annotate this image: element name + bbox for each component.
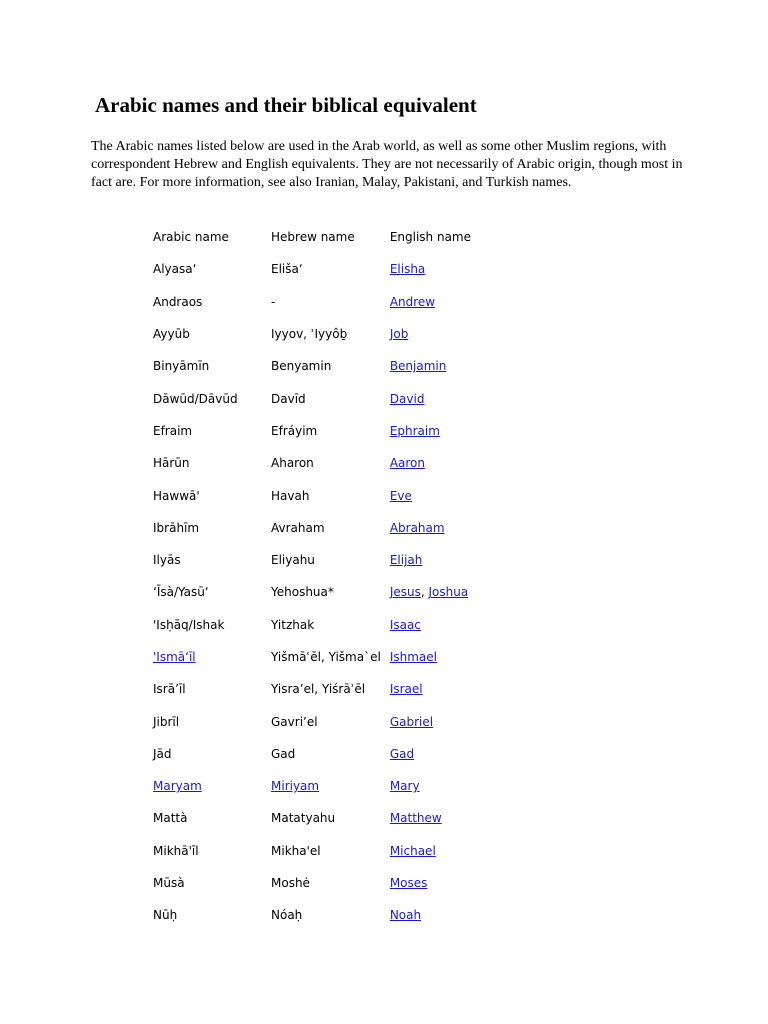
- hebrew-name-text: -: [271, 294, 276, 309]
- table-row: [144, 415, 510, 447]
- arabic-name-text: Ayyūb: [153, 327, 190, 342]
- english-name-cell: [381, 318, 510, 350]
- arabic-name-text: Andraos: [153, 294, 203, 309]
- english-name-cell: [381, 705, 510, 737]
- arabic-name-text: Jibrīl: [153, 714, 180, 729]
- arabic-name-text: Ilyās: [153, 553, 181, 568]
- table-row: [144, 738, 510, 770]
- hebrew-name-text: Yitzhak: [271, 617, 315, 632]
- table-row: [144, 286, 510, 318]
- table-header-row: [144, 221, 510, 253]
- hebrew-name-cell: [262, 835, 381, 867]
- english-name-link[interactable]: Elisha: [389, 262, 426, 277]
- english-name-cell: [381, 835, 510, 867]
- english-name-cell: [381, 770, 510, 802]
- hebrew-name-cell: [262, 867, 381, 899]
- hebrew-name-cell: [262, 318, 381, 350]
- arabic-name-text: Jād: [153, 746, 172, 761]
- arabic-name-cell: [144, 253, 262, 285]
- arabic-name-link[interactable]: 'Ismā‘īl: [153, 650, 196, 664]
- hebrew-name-cell: [262, 705, 381, 737]
- arabic-name-text: Mattà: [153, 811, 188, 826]
- english-name-link[interactable]: Job: [389, 327, 409, 342]
- arabic-name-cell: [144, 415, 262, 447]
- arabic-name-text: Ibrāhīm: [153, 520, 200, 535]
- hebrew-name-cell: [262, 609, 381, 641]
- hebrew-name-cell: [262, 738, 381, 770]
- hebrew-name-cell: [262, 415, 381, 447]
- arabic-name-cell: [144, 641, 262, 673]
- hebrew-name-cell: [262, 286, 381, 318]
- hebrew-name-text: Gavri’el: [271, 714, 318, 729]
- hebrew-name-text: Matatyahu: [271, 811, 336, 826]
- table-row: [144, 382, 510, 414]
- english-name-link[interactable]: Ephraim: [389, 423, 440, 438]
- english-name-link[interactable]: Matthew: [389, 811, 442, 826]
- english-name-link[interactable]: Elijah: [389, 553, 423, 568]
- english-name-link[interactable]: Michael: [389, 843, 436, 858]
- arabic-name-cell: [144, 802, 262, 834]
- arabic-name-text: Efraim: [153, 423, 193, 438]
- table-row: [144, 447, 510, 479]
- arabic-name-text: Mikhā'īl: [153, 843, 199, 858]
- arabic-name-text: Binyāmīn: [153, 359, 210, 374]
- english-name-link[interactable]: Abraham: [389, 520, 445, 535]
- table-row: [144, 899, 510, 931]
- arabic-name-cell: [144, 835, 262, 867]
- hebrew-name-text: Eliša‘: [271, 262, 303, 277]
- english-name-link[interactable]: Noah: [389, 908, 422, 923]
- arabic-name-cell: [144, 512, 262, 544]
- english-name-link[interactable]: Mary: [389, 779, 420, 794]
- hebrew-name-cell: [262, 576, 381, 608]
- hebrew-name-cell: [262, 899, 381, 931]
- table-body: [144, 253, 510, 931]
- english-name-link[interactable]: Ishmael: [389, 650, 437, 664]
- arabic-name-text: Hawwā': [153, 488, 200, 503]
- page-title: Arabic names and their biblical equivalent: [95, 93, 477, 117]
- hebrew-name-link[interactable]: Miriyam: [271, 779, 320, 794]
- hebrew-name-text: Benyamin: [271, 359, 332, 374]
- arabic-name-text: Dāwūd/Dāvūd: [153, 391, 238, 406]
- arabic-name-cell: [144, 673, 262, 705]
- english-name-link[interactable]: Joshua: [428, 585, 469, 600]
- hebrew-name-text: Moshė: [271, 876, 310, 891]
- english-name-link[interactable]: Gad: [389, 746, 415, 761]
- table-row: [144, 641, 510, 673]
- arabic-name-text: 'Isḥāq/Ishak: [153, 617, 225, 632]
- hebrew-name-text: Davīd: [271, 391, 306, 406]
- table-row: [144, 576, 510, 608]
- hebrew-name-cell: [262, 382, 381, 414]
- header-arabic-name: Arabic name: [153, 230, 229, 245]
- arabic-name-link[interactable]: Maryam: [153, 779, 202, 794]
- table-row: [144, 770, 510, 802]
- hebrew-name-cell: [262, 641, 381, 673]
- english-name-cell: [381, 641, 510, 673]
- arabic-name-text: Isrā’īl: [153, 682, 186, 697]
- table-row: [144, 802, 510, 834]
- comma-separator: ,: [420, 585, 429, 600]
- hebrew-name-cell: [262, 350, 381, 382]
- table-row: [144, 673, 510, 705]
- table-row: [144, 867, 510, 899]
- hebrew-name-cell: [262, 770, 381, 802]
- arabic-name-cell: [144, 479, 262, 511]
- table-row: [144, 318, 510, 350]
- english-name-link[interactable]: Isaac: [389, 617, 421, 632]
- hebrew-name-text: Yisra’el, Yiśrāʾēl: [271, 682, 366, 697]
- table-row: [144, 609, 510, 641]
- hebrew-name-cell: [262, 447, 381, 479]
- arabic-name-cell: [144, 609, 262, 641]
- table-row: [144, 544, 510, 576]
- english-name-link[interactable]: Aaron: [389, 456, 425, 471]
- english-name-link[interactable]: David: [389, 391, 425, 406]
- table-row: [144, 350, 510, 382]
- english-name-link[interactable]: Moses: [389, 876, 428, 891]
- english-name-link[interactable]: Gabriel: [389, 714, 434, 729]
- hebrew-name-text: Mikha'el: [271, 843, 321, 858]
- hebrew-name-text: Avraham: [271, 520, 325, 535]
- hebrew-name-cell: [262, 673, 381, 705]
- english-name-cell: [381, 802, 510, 834]
- arabic-name-cell: [144, 544, 262, 576]
- table-row: [144, 835, 510, 867]
- english-name-cell: [381, 382, 510, 414]
- hebrew-name-cell: [262, 802, 381, 834]
- english-name-cell: [381, 576, 510, 608]
- english-name-cell: [381, 286, 510, 318]
- english-name-link[interactable]: Israel: [389, 682, 423, 697]
- english-name-link[interactable]: Eve: [389, 488, 412, 503]
- arabic-name-cell: [144, 738, 262, 770]
- arabic-name-cell: [144, 867, 262, 899]
- english-name-cell: [381, 673, 510, 705]
- arabic-name-cell: [144, 350, 262, 382]
- arabic-name-cell: [144, 576, 262, 608]
- arabic-name-cell: [144, 382, 262, 414]
- table-row: [144, 705, 510, 737]
- hebrew-name-text: Yišmāʿēl, Yišma`el: [271, 650, 381, 664]
- arabic-name-cell: [144, 286, 262, 318]
- names-table: [144, 221, 510, 932]
- hebrew-name-cell: [262, 479, 381, 511]
- arabic-name-text: Alyasa‘: [153, 262, 197, 277]
- intro-paragraph: The Arabic names listed below are used in the Arab world, as well as some other Muslim regions, with correspondent Hebrew and English equivalents. They are not necessarily of Arabic origin, though most in fact are. For more information, see also Iranian, Malay, Pakistani, and Turkish names.: [91, 139, 683, 190]
- hebrew-name-cell: [262, 253, 381, 285]
- english-name-cell: [381, 447, 510, 479]
- table-row: [144, 253, 510, 285]
- hebrew-name-cell: [262, 544, 381, 576]
- arabic-name-cell: [144, 318, 262, 350]
- header-hebrew-name: Hebrew name: [271, 230, 355, 245]
- hebrew-name-text: Yehoshua*: [271, 585, 334, 600]
- hebrew-name-text: Eliyahu: [271, 553, 315, 568]
- english-name-link[interactable]: Andrew: [389, 294, 436, 309]
- english-name-cell: [381, 350, 510, 382]
- english-name-link[interactable]: Benjamin: [389, 359, 447, 374]
- arabic-name-cell: [144, 899, 262, 931]
- english-name-cell: [381, 512, 510, 544]
- hebrew-name-text: Efráyim: [271, 423, 318, 438]
- arabic-name-cell: [144, 447, 262, 479]
- table-row: [144, 512, 510, 544]
- hebrew-name-text: Aharon: [271, 456, 314, 471]
- english-name-link[interactable]: Jesus: [389, 585, 421, 600]
- hebrew-name-text: Gad: [271, 746, 296, 761]
- english-name-cell: [381, 867, 510, 899]
- english-name-cell: [381, 738, 510, 770]
- header-english-name: English name: [389, 230, 471, 245]
- arabic-name-text: Mūsà: [153, 876, 185, 891]
- english-name-cell: [381, 415, 510, 447]
- arabic-name-text: ‘Īsà/Yasū‘: [153, 585, 209, 600]
- arabic-name-cell: [144, 770, 262, 802]
- hebrew-name-text: Nóaḥ: [271, 908, 303, 923]
- hebrew-name-text: Havah: [271, 488, 310, 503]
- english-name-cell: [381, 899, 510, 931]
- arabic-name-text: Nūḥ: [153, 908, 178, 923]
- english-name-cell: [381, 253, 510, 285]
- english-name-cell: [381, 479, 510, 511]
- english-name-cell: [381, 544, 510, 576]
- hebrew-name-cell: [262, 512, 381, 544]
- arabic-name-text: Hārūn: [153, 456, 190, 471]
- table-row: [144, 479, 510, 511]
- arabic-name-cell: [144, 705, 262, 737]
- hebrew-name-text: Iyyov, ʾIyyôḇ: [271, 327, 348, 342]
- english-name-cell: [381, 609, 510, 641]
